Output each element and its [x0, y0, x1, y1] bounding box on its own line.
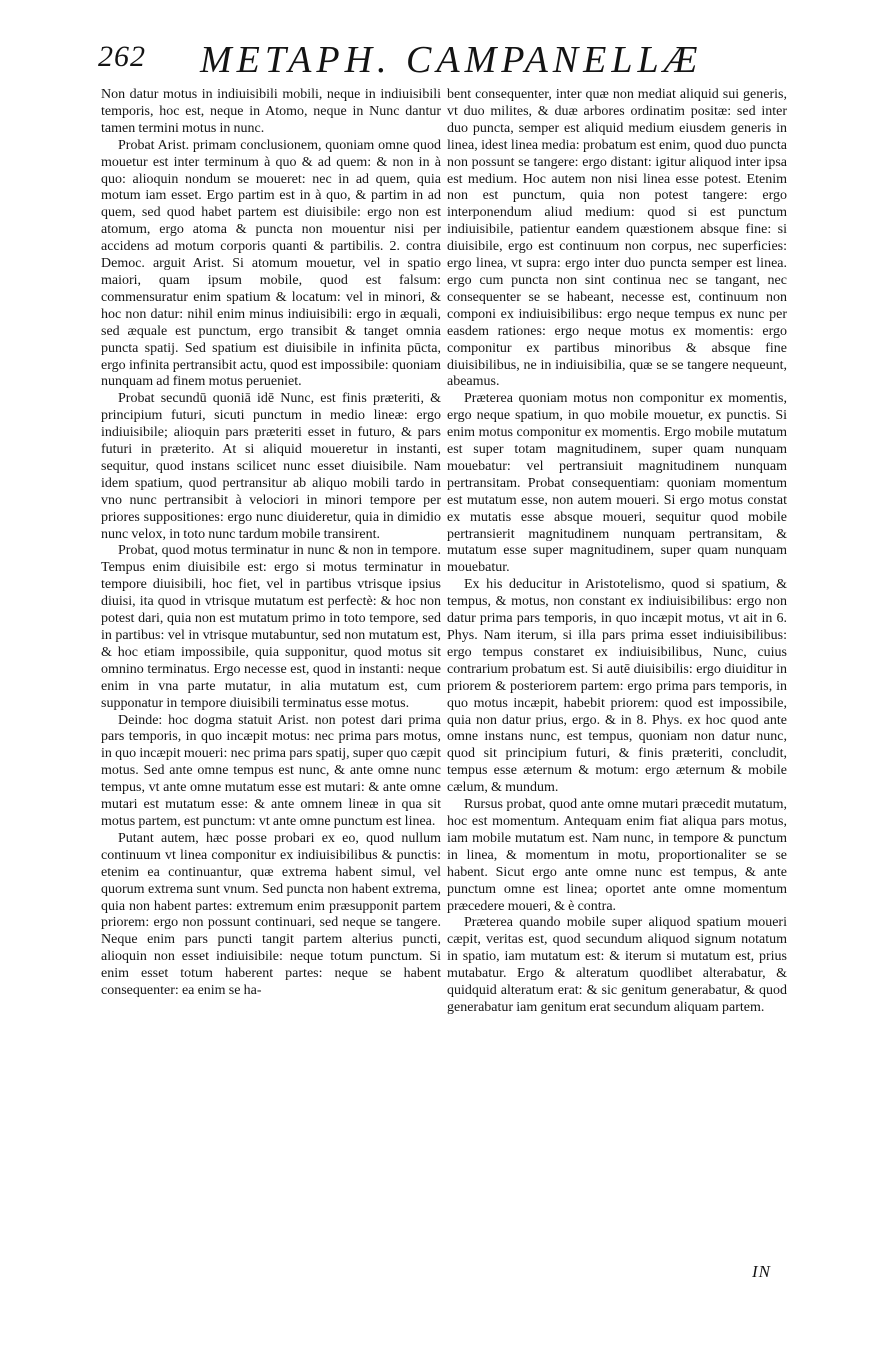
right-column	[447, 87, 787, 1017]
paragraph: bent consequenter, inter quæ non mediat aliquid sui generis, vt duo milites, & duæ arbores ordinatim positæ: sed inter duo puncta, semper est aliquid medium eiusdem generis in linea, idest linea media: probatum est enim, quod duo puncta non possunt se tangere: ergo distant: igitur aliquod inter ipsa est medium. Hoc autem non nisi linea esse potest. Etenim non est punctum, quia non potest tangere: ergo interponendum aliud medium: quod si est punctum indiuisibile, patientur eandem quæstionem absque fine: si diuisibile, ergo est continuum non corpus, nec superficies: ergo linea, vt supra: ergo inter duo puncta semper est linea. ergo cum puncta non sint continua nec se tangant, nec consequenter se se habeant, necesse est, continuum non componi ex indiuisibilibus: ergo neque tempus ex nunc per easdem rationes: ergo neque motus ex momentis: ergo componitur ex partibus minoribus & absque fine diuisibilibus, ne in indiuisibilia, quæ se se tangere nequeunt, abeamus.	[447, 87, 787, 390]
left-column	[101, 87, 441, 1000]
paragraph: Probat Arist. primam conclusionem, quoniam omne quod mouetur est inter terminum à quo & ad quem: & non in à quo: alioquin nondum se moueret: nec in ad quem, quia motum iam esset. Ergo partim est in à quo, & partim in ad quem, sed quod habet partem est diuisibile: ergo non est atomum, ergo atoma & puncta non mouentur nisi per accidens ad motum corporis quanti & partibilis. 2. contra Democ. arguit Arist. Si atomum mouetur, vel in spatio maiori, quam ipsum mobile, quod est falsum: commensuratur enim spatium & locatum: vel in minori, & hoc non datur: nihil enim minus indiuisibili: ergo in æquali, sed æquale est punctum, ergo transibit & tanget omnia puncta spatij. Sed spatium est diuisibile in infinita pūcta, ergo infinita pertransibit actu, quod est impossibile: quoniam nunquam ad finem motus perueniet.	[101, 137, 441, 390]
page-number: 262	[98, 40, 146, 73]
paragraph: Præterea quando mobile super aliquod spatium moueri cæpit, veritas est, quod secundum aliquod signum notatum in spatio, iam mutatum est: & iterum si mutatum est, prius mutabatur. Ergo & alteratum quodlibet alterabatur, & quidquid alteratum erat: & sic genitum generabatur, & quod generabatur iam genitum erat secundum aliquam partem.	[447, 915, 787, 1015]
paragraph: Deinde: hoc dogma statuit Arist. non potest dari prima pars temporis, in quo incæpit motus: nec prima pars motus, in quo incæpit moueri: nec prima pars spatij, super quo cæpit motus. Sed ante omne tempus est nunc, & ante omne nunc tempus, vt ante omne mutatum esse est mutari: & ante omne mutari est mutatum esse: & ante omnem lineæ in qua sit motus partem, est punctum: vt ante omne punctum est linea.	[101, 712, 441, 829]
paragraph: Ex his deducitur in Aristotelismo, quod si spatium, & tempus, & motus, non constant ex indiuisibilibus: ergo non datur prima pars temporis, in quo incæpit motus, vt ait in 6. Phys. Nam iterum, si illa pars prima esset indiuisibilibus: ergo tempus constaret ex indiuisibilibus, Nunc, cuius contrarium probatum est. Si autē diuisibilis: ergo diuiditur in priorem & posteriorem partem: ergo prima pars temporis, in quo motus incæpit, habebit priorem: quod est impossibile, quia non datur prius, ergo. & in 8. Phys. ex hoc quod ante omne instans nunc, est tempus, quoniam non datur nunc, quod sit principium futuri, & finis præteriti, concludit, tempus esse æternum & motum: ergo æternum & mobile cælum, & mundum.	[447, 577, 787, 796]
catchword: IN	[752, 1262, 771, 1281]
paragraph: Rursus probat, quod ante omne mutari præcedit mutatum, hoc est momentum. Antequam enim fiat aliqua pars motus, iam mobile mutatum est. Nam nunc, in tempore & punctum in linea, & momentum in motu, proportionaliter se se habent. Sicut ergo ante omne nunc est tempus, & ante punctum omne est linea; oportet ante omne momentum præcedere moueri, & è contra.	[447, 797, 787, 914]
paragraph: Probat, quod motus terminatur in nunc & non in tempore. Tempus enim diuisibile est: ergo si motus terminatur in tempore diuisibili, hoc fiet, vel in partibus vtrisque ipsius diuisi, ita quod in vtrisque mutatum est perfectè: & hoc non potest dari, quia non est mutatum primo in toto tempore, sed in partibus: vel in vtrisque mutabuntur, sed non mutatum est, & hoc etiam impossibile, quia supponitur, quod motus sit omnino terminatus. Ergo necesse est, quod in instanti: neque enim in vna parte mutatur, in alia mutatum est, cum supponatur in tempore diuisibili terminatus esse motus.	[101, 543, 441, 711]
paragraph: Non datur motus in indiuisibili mobili, neque in indiuisibili temporis, hoc est, neque in Atomo, neque in Nunc dantur tamen termini motus in nunc.	[101, 87, 441, 136]
running-head: METAPH. CAMPANELLÆ	[200, 39, 703, 81]
paragraph: Putant autem, hæc posse probari ex eo, quod nullum continuum vt linea componitur ex indiuisibilibus & punctis: etenim ea continuantur, quæ extrema habent simul, vel quorum extrema sunt vnum. Sed puncta non habent extrema, quia non habent partes: extremum enim præsupponit partem priorem: ergo non possunt continuari, sed neque se tangere. Neque enim pars puncti tangit partem alterius puncti, alioquin non esset indiuisibile: neque totum punctum. Si enim esset totum haberent partes: neque se habent consequenter: ea enim se ha-	[101, 830, 441, 999]
paragraph: Præterea quoniam motus non componitur ex momentis, ergo neque spatium, in quo mobile mouetur, ex punctis. Si enim motus componitur ex momentis. Ergo mobile mutatum est super totam magnitudinem, super quam nunquam mouebatur: vel pertransiuit magnitudinem nunquam pertransitam. Probat consequentiam: quoniam momentum est mutatum esse, non autem moueri. Si ergo motus constat ex mutatis esse absque moueri, sequitur quod mobile pertransierit magnitudinem nunquam pertransitam, & mutatum esse super magnitudinem, super quam nunquam mouebatur.	[447, 391, 787, 576]
paragraph: Probat secundū quoniā idē Nunc, est finis præteriti, & principium futuri, sicuti punctum in medio lineæ: ergo indiuisibile; alioquin pars præteriti esset in futuro, & pars futuri in præterito. At si aliquid moueretur in instanti, sequitur, quod instans scilicet nunc esset diuisibile. Nam idem spatium, quod pertransitur ab aliquo mobili tardo in vno nunc pertransibit à velociori in minori tempore per priores suppositiones: ergo nunc diuideretur, quia in dimidio nunc velox, in toto nunc tardum mobile transirent.	[101, 391, 441, 542]
